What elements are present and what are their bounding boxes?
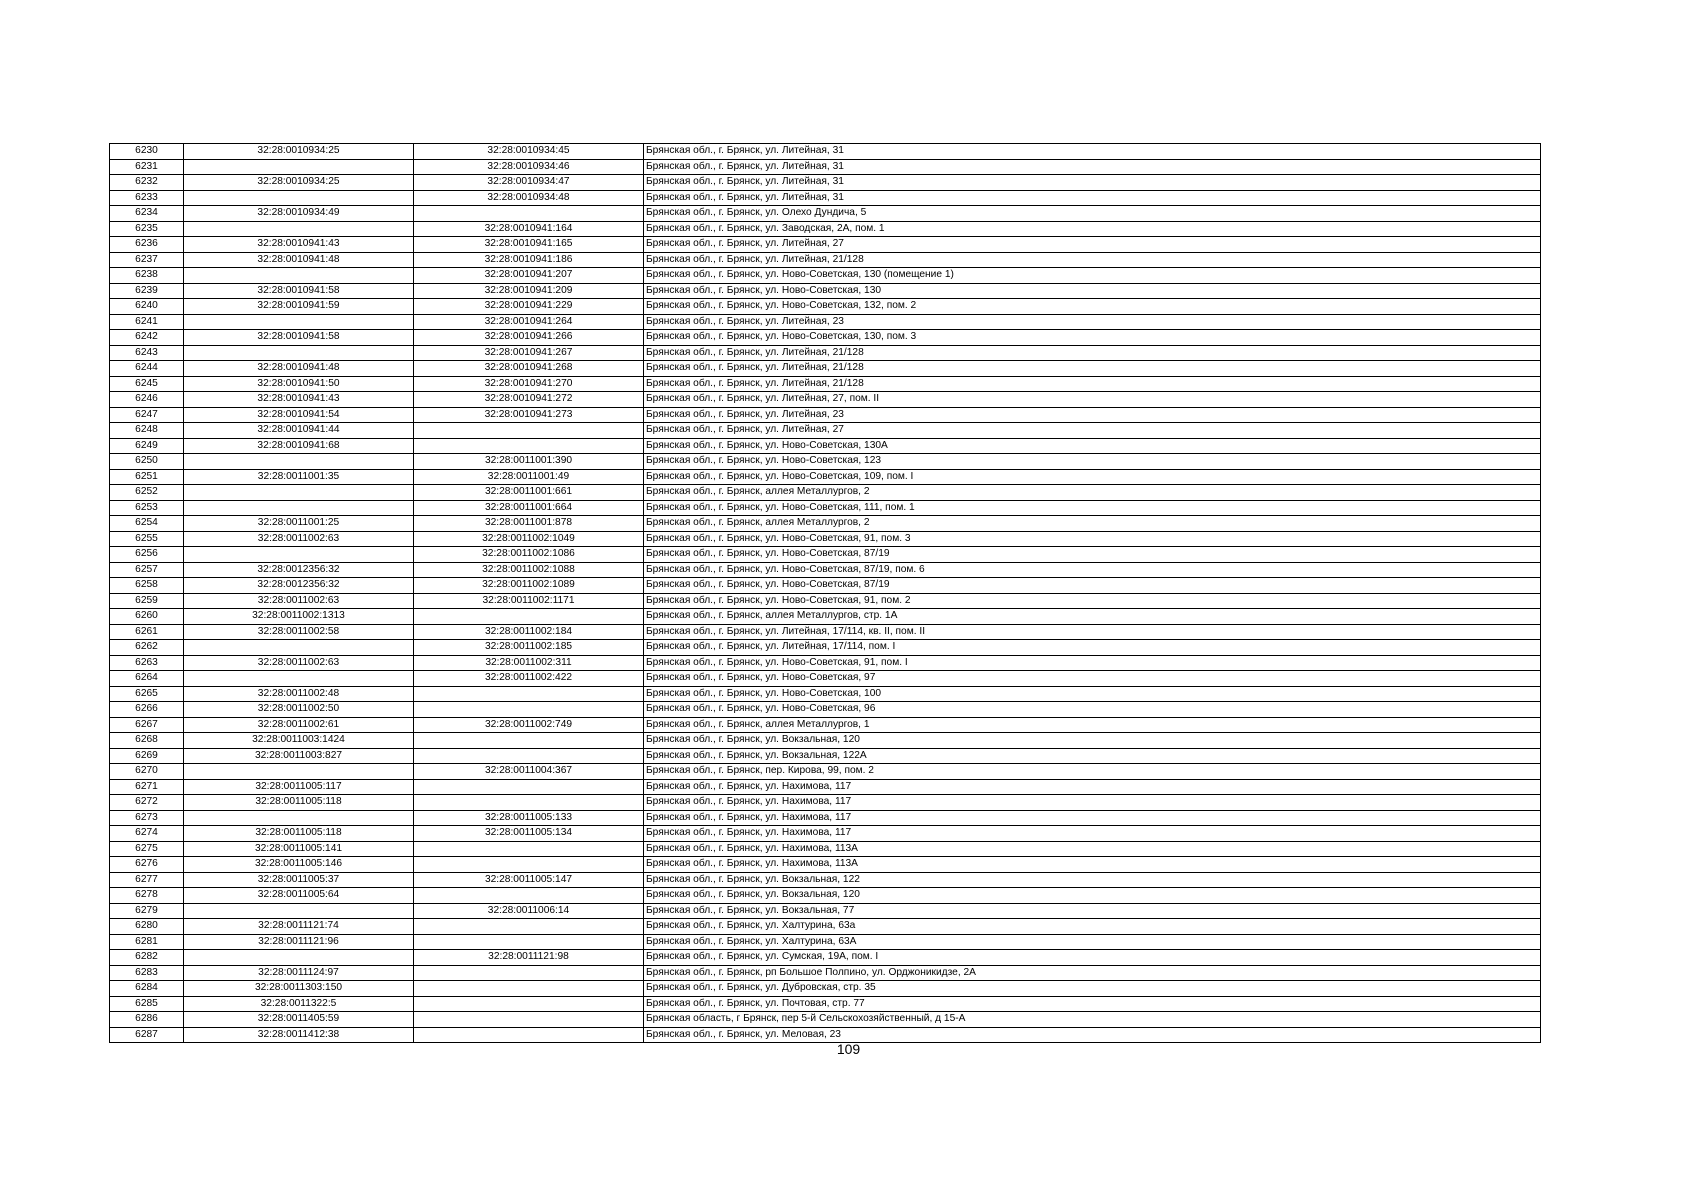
parent-cadastral-number-cell (184, 159, 414, 175)
cadastral-number-cell: 32:28:0011002:1089 (414, 578, 644, 594)
row-number-cell: 6265 (110, 686, 184, 702)
table-row (110, 578, 1541, 594)
address-cell: Брянская обл., г. Брянск, ул. Вокзальная, 120 (644, 888, 1541, 904)
address-cell: Брянская обл., г. Брянск, ул. Ново-Советская, 130 (644, 283, 1541, 299)
row-number-cell: 6263 (110, 655, 184, 671)
table-row (110, 190, 1541, 206)
table-row (110, 345, 1541, 361)
table-row (110, 392, 1541, 408)
cadastral-number-cell (414, 857, 644, 873)
parent-cadastral-number-cell: 32:28:0011001:35 (184, 469, 414, 485)
address-cell: Брянская обл., г. Брянск, ул. Нахимова, 113А (644, 841, 1541, 857)
address-cell: Брянская обл., г. Брянск, ул. Литейная, 31 (644, 175, 1541, 191)
cadastral-number-cell: 32:28:0011001:664 (414, 500, 644, 516)
row-number-cell: 6264 (110, 671, 184, 687)
row-number-cell: 6278 (110, 888, 184, 904)
address-cell: Брянская обл., г. Брянск, ул. Ново-Советская, 91, пом. I (644, 655, 1541, 671)
cadastral-number-cell (414, 965, 644, 981)
cadastral-number-cell: 32:28:0010941:207 (414, 268, 644, 284)
address-cell: Брянская обл., г. Брянск, ул. Литейная, 21/128 (644, 361, 1541, 377)
cadastral-number-cell: 32:28:0011001:878 (414, 516, 644, 532)
row-number-cell: 6255 (110, 531, 184, 547)
cadastral-number-cell: 32:28:0011121:98 (414, 950, 644, 966)
address-cell: Брянская обл., г. Брянск, ул. Литейная, 31 (644, 144, 1541, 160)
parent-cadastral-number-cell: 32:28:0011001:25 (184, 516, 414, 532)
table-row (110, 144, 1541, 160)
parent-cadastral-number-cell: 32:28:0011002:48 (184, 686, 414, 702)
parent-cadastral-number-cell: 32:28:0011005:64 (184, 888, 414, 904)
row-number-cell: 6237 (110, 252, 184, 268)
cadastral-number-cell: 32:28:0010934:47 (414, 175, 644, 191)
parent-cadastral-number-cell: 32:28:0010941:54 (184, 407, 414, 423)
cadastral-number-cell: 32:28:0010941:164 (414, 221, 644, 237)
address-cell: Брянская обл., г. Брянск, ул. Литейная, 23 (644, 407, 1541, 423)
cadastral-number-cell: 32:28:0010941:165 (414, 237, 644, 253)
address-cell: Брянская обл., г. Брянск, ул. Ново-Советская, 91, пом. 3 (644, 531, 1541, 547)
table-row (110, 934, 1541, 950)
cadastral-number-cell: 32:28:0010941:209 (414, 283, 644, 299)
address-cell: Брянская обл., г. Брянск, ул. Ново-Советская, 132, пом. 2 (644, 299, 1541, 315)
cadastral-number-cell (414, 733, 644, 749)
parent-cadastral-number-cell: 32:28:0010934:25 (184, 144, 414, 160)
row-number-cell: 6259 (110, 593, 184, 609)
table-row (110, 717, 1541, 733)
address-cell: Брянская обл., г. Брянск, ул. Ново-Советская, 123 (644, 454, 1541, 470)
row-number-cell: 6260 (110, 609, 184, 625)
table-row (110, 795, 1541, 811)
parent-cadastral-number-cell: 32:28:0011005:146 (184, 857, 414, 873)
row-number-cell: 6267 (110, 717, 184, 733)
row-number-cell: 6241 (110, 314, 184, 330)
table-row (110, 314, 1541, 330)
table-row (110, 407, 1541, 423)
table-row (110, 779, 1541, 795)
table-row (110, 888, 1541, 904)
table-row (110, 547, 1541, 563)
table-row (110, 996, 1541, 1012)
address-cell: Брянская обл., г. Брянск, ул. Нахимова, 117 (644, 779, 1541, 795)
address-cell: Брянская область, г Брянск, пер 5-й Сельскохозяйственный, д 15-А (644, 1012, 1541, 1028)
address-cell: Брянская обл., г. Брянск, ул. Заводская, 2А, пом. 1 (644, 221, 1541, 237)
row-number-cell: 6282 (110, 950, 184, 966)
cadastral-number-cell: 32:28:0011004:367 (414, 764, 644, 780)
address-cell: Брянская обл., г. Брянск, ул. Литейная, 31 (644, 159, 1541, 175)
cadastral-number-cell (414, 206, 644, 222)
row-number-cell: 6261 (110, 624, 184, 640)
parent-cadastral-number-cell: 32:28:0011005:117 (184, 779, 414, 795)
cadastral-number-cell: 32:28:0011002:311 (414, 655, 644, 671)
cadastral-number-cell: 32:28:0010941:267 (414, 345, 644, 361)
row-number-cell: 6277 (110, 872, 184, 888)
table-row (110, 252, 1541, 268)
address-cell: Брянская обл., г. Брянск, ул. Литейная, 21/128 (644, 345, 1541, 361)
address-cell: Брянская обл., г. Брянск, ул. Сумская, 19А, пом. I (644, 950, 1541, 966)
address-cell: Брянская обл., г. Брянск, ул. Вокзальная, 77 (644, 903, 1541, 919)
address-cell: Брянская обл., г. Брянск, ул. Ново-Советская, 91, пом. 2 (644, 593, 1541, 609)
address-cell: Брянская обл., г. Брянск, ул. Ново-Советская, 97 (644, 671, 1541, 687)
parent-cadastral-number-cell: 32:28:0011322:5 (184, 996, 414, 1012)
cadastral-number-cell: 32:28:0011001:390 (414, 454, 644, 470)
row-number-cell: 6253 (110, 500, 184, 516)
parent-cadastral-number-cell: 32:28:0010941:43 (184, 392, 414, 408)
address-cell: Брянская обл., г. Брянск, ул. Литейная, 17/114, пом. I (644, 640, 1541, 656)
address-cell: Брянская обл., г. Брянск, аллея Металлургов, стр. 1А (644, 609, 1541, 625)
table-row (110, 237, 1541, 253)
address-cell: Брянская обл., г. Брянск, ул. Ново-Советская, 100 (644, 686, 1541, 702)
cadastral-number-cell (414, 841, 644, 857)
cadastral-number-cell: 32:28:0011005:147 (414, 872, 644, 888)
cadastral-number-cell: 32:28:0010941:268 (414, 361, 644, 377)
row-number-cell: 6275 (110, 841, 184, 857)
table-row (110, 686, 1541, 702)
parent-cadastral-number-cell: 32:28:0011303:150 (184, 981, 414, 997)
row-number-cell: 6252 (110, 485, 184, 501)
address-cell: Брянская обл., г. Брянск, ул. Литейная, 27 (644, 237, 1541, 253)
row-number-cell: 6283 (110, 965, 184, 981)
row-number-cell: 6238 (110, 268, 184, 284)
cadastral-number-cell: 32:28:0011002:185 (414, 640, 644, 656)
row-number-cell: 6271 (110, 779, 184, 795)
registry-table-body (110, 144, 1541, 1043)
cadastral-number-cell: 32:28:0011002:422 (414, 671, 644, 687)
row-number-cell: 6285 (110, 996, 184, 1012)
parent-cadastral-number-cell: 32:28:0011005:118 (184, 795, 414, 811)
cadastral-number-cell (414, 686, 644, 702)
table-row (110, 283, 1541, 299)
table-row (110, 903, 1541, 919)
row-number-cell: 6248 (110, 423, 184, 439)
parent-cadastral-number-cell (184, 345, 414, 361)
parent-cadastral-number-cell (184, 671, 414, 687)
cadastral-number-cell (414, 996, 644, 1012)
parent-cadastral-number-cell: 32:28:0011002:63 (184, 655, 414, 671)
row-number-cell: 6272 (110, 795, 184, 811)
row-number-cell: 6242 (110, 330, 184, 346)
parent-cadastral-number-cell: 32:28:0010941:50 (184, 376, 414, 392)
address-cell: Брянская обл., г. Брянск, ул. Литейная, 17/114, кв. II, пом. II (644, 624, 1541, 640)
parent-cadastral-number-cell: 32:28:0011002:63 (184, 531, 414, 547)
cadastral-number-cell: 32:28:0010941:264 (414, 314, 644, 330)
row-number-cell: 6245 (110, 376, 184, 392)
parent-cadastral-number-cell: 32:28:0011002:63 (184, 593, 414, 609)
table-row (110, 361, 1541, 377)
parent-cadastral-number-cell (184, 810, 414, 826)
cadastral-number-cell: 32:28:0011002:184 (414, 624, 644, 640)
parent-cadastral-number-cell (184, 903, 414, 919)
parent-cadastral-number-cell: 32:28:0011412:38 (184, 1027, 414, 1043)
row-number-cell: 6250 (110, 454, 184, 470)
table-row (110, 500, 1541, 516)
table-row (110, 640, 1541, 656)
parent-cadastral-number-cell: 32:28:0011002:50 (184, 702, 414, 718)
parent-cadastral-number-cell: 32:28:0011405:59 (184, 1012, 414, 1028)
parent-cadastral-number-cell: 32:28:0011005:118 (184, 826, 414, 842)
row-number-cell: 6262 (110, 640, 184, 656)
cadastral-number-cell: 32:28:0010941:273 (414, 407, 644, 423)
parent-cadastral-number-cell: 32:28:0011003:1424 (184, 733, 414, 749)
cadastral-number-cell: 32:28:0010941:229 (414, 299, 644, 315)
cadastral-number-cell (414, 919, 644, 935)
cadastral-number-cell: 32:28:0011002:1049 (414, 531, 644, 547)
parent-cadastral-number-cell (184, 500, 414, 516)
parent-cadastral-number-cell (184, 268, 414, 284)
row-number-cell: 6230 (110, 144, 184, 160)
parent-cadastral-number-cell: 32:28:0012356:32 (184, 562, 414, 578)
parent-cadastral-number-cell: 32:28:0011002:61 (184, 717, 414, 733)
cadastral-number-cell (414, 981, 644, 997)
row-number-cell: 6268 (110, 733, 184, 749)
cadastral-number-cell: 32:28:0011005:134 (414, 826, 644, 842)
parent-cadastral-number-cell (184, 547, 414, 563)
address-cell: Брянская обл., г. Брянск, ул. Вокзальная, 120 (644, 733, 1541, 749)
row-number-cell: 6243 (110, 345, 184, 361)
table-row (110, 950, 1541, 966)
address-cell: Брянская обл., г. Брянск, ул. Почтовая, стр. 77 (644, 996, 1541, 1012)
table-row (110, 330, 1541, 346)
row-number-cell: 6280 (110, 919, 184, 935)
row-number-cell: 6258 (110, 578, 184, 594)
table-row (110, 438, 1541, 454)
parent-cadastral-number-cell: 32:28:0010941:43 (184, 237, 414, 253)
cadastral-number-cell (414, 934, 644, 950)
page-number: 109 (836, 1041, 861, 1057)
parent-cadastral-number-cell: 32:28:0010941:44 (184, 423, 414, 439)
parent-cadastral-number-cell: 32:28:0010941:68 (184, 438, 414, 454)
parent-cadastral-number-cell: 32:28:0010934:25 (184, 175, 414, 191)
table-row (110, 748, 1541, 764)
table-row (110, 423, 1541, 439)
parent-cadastral-number-cell: 32:28:0011121:96 (184, 934, 414, 950)
table-row (110, 981, 1541, 997)
table-row (110, 485, 1541, 501)
parent-cadastral-number-cell (184, 190, 414, 206)
cadastral-number-cell: 32:28:0010934:48 (414, 190, 644, 206)
table-row (110, 593, 1541, 609)
row-number-cell: 6281 (110, 934, 184, 950)
row-number-cell: 6279 (110, 903, 184, 919)
row-number-cell: 6256 (110, 547, 184, 563)
table-row (110, 671, 1541, 687)
row-number-cell: 6257 (110, 562, 184, 578)
parent-cadastral-number-cell: 32:28:0010941:58 (184, 330, 414, 346)
table-row (110, 206, 1541, 222)
row-number-cell: 6246 (110, 392, 184, 408)
cadastral-number-cell: 32:28:0010941:266 (414, 330, 644, 346)
table-row (110, 376, 1541, 392)
table-row (110, 810, 1541, 826)
table-row (110, 609, 1541, 625)
cadastral-number-cell (414, 748, 644, 764)
address-cell: Брянская обл., г. Брянск, ул. Ново-Советская, 87/19, пом. 6 (644, 562, 1541, 578)
table-row (110, 655, 1541, 671)
cadastral-number-cell: 32:28:0010941:186 (414, 252, 644, 268)
address-cell: Брянская обл., г. Брянск, ул. Ново-Советская, 96 (644, 702, 1541, 718)
parent-cadastral-number-cell (184, 640, 414, 656)
parent-cadastral-number-cell (184, 950, 414, 966)
table-row (110, 268, 1541, 284)
cadastral-number-cell: 32:28:0010934:45 (414, 144, 644, 160)
parent-cadastral-number-cell: 32:28:0011005:141 (184, 841, 414, 857)
cadastral-number-cell (414, 1012, 644, 1028)
table-row (110, 531, 1541, 547)
table-row (110, 516, 1541, 532)
table-row (110, 454, 1541, 470)
parent-cadastral-number-cell: 32:28:0010941:58 (184, 283, 414, 299)
address-cell: Брянская обл., г. Брянск, аллея Металлургов, 2 (644, 516, 1541, 532)
cadastral-number-cell: 32:28:0011001:661 (414, 485, 644, 501)
parent-cadastral-number-cell: 32:28:0011003:827 (184, 748, 414, 764)
table-row (110, 919, 1541, 935)
cadastral-number-cell: 32:28:0010941:270 (414, 376, 644, 392)
address-cell: Брянская обл., г. Брянск, ул. Ново-Советская, 130, пом. 3 (644, 330, 1541, 346)
address-cell: Брянская обл., г. Брянск, ул. Халтурина, 63А (644, 934, 1541, 950)
address-cell: Брянская обл., г. Брянск, ул. Литейная, 21/128 (644, 252, 1541, 268)
address-cell: Брянская обл., г. Брянск, ул. Нахимова, 117 (644, 826, 1541, 842)
table-row (110, 857, 1541, 873)
address-cell: Брянская обл., г. Брянск, ул. Литейная, 31 (644, 190, 1541, 206)
address-cell: Брянская обл., г. Брянск, ул. Ново-Советская, 130А (644, 438, 1541, 454)
address-cell: Брянская обл., г. Брянск, ул. Олехо Дундича, 5 (644, 206, 1541, 222)
table-row (110, 702, 1541, 718)
address-cell: Брянская обл., г. Брянск, ул. Ново-Советская, 109, пом. I (644, 469, 1541, 485)
parent-cadastral-number-cell: 32:28:0011002:58 (184, 624, 414, 640)
table-row (110, 221, 1541, 237)
cadastral-number-cell: 32:28:0011002:749 (414, 717, 644, 733)
row-number-cell: 6276 (110, 857, 184, 873)
table-row (110, 965, 1541, 981)
table-row (110, 826, 1541, 842)
row-number-cell: 6284 (110, 981, 184, 997)
row-number-cell: 6236 (110, 237, 184, 253)
table-row (110, 1012, 1541, 1028)
parent-cadastral-number-cell (184, 221, 414, 237)
cadastral-number-cell: 32:28:0011002:1088 (414, 562, 644, 578)
address-cell: Брянская обл., г. Брянск, ул. Вокзальная, 122 (644, 872, 1541, 888)
address-cell: Брянская обл., г. Брянск, ул. Литейная, 27 (644, 423, 1541, 439)
parent-cadastral-number-cell (184, 314, 414, 330)
cadastral-number-cell (414, 609, 644, 625)
table-row (110, 175, 1541, 191)
cadastral-number-cell (414, 779, 644, 795)
cadastral-number-cell (414, 702, 644, 718)
address-cell: Брянская обл., г. Брянск, ул. Дубровская, стр. 35 (644, 981, 1541, 997)
address-cell: Брянская обл., г. Брянск, аллея Металлургов, 2 (644, 485, 1541, 501)
cadastral-number-cell: 32:28:0011001:49 (414, 469, 644, 485)
row-number-cell: 6254 (110, 516, 184, 532)
row-number-cell: 6249 (110, 438, 184, 454)
address-cell: Брянская обл., г. Брянск, аллея Металлургов, 1 (644, 717, 1541, 733)
parent-cadastral-number-cell: 32:28:0011121:74 (184, 919, 414, 935)
cadastral-number-cell (414, 888, 644, 904)
parent-cadastral-number-cell: 32:28:0010941:48 (184, 252, 414, 268)
row-number-cell: 6234 (110, 206, 184, 222)
row-number-cell: 6269 (110, 748, 184, 764)
parent-cadastral-number-cell: 32:28:0012356:32 (184, 578, 414, 594)
row-number-cell: 6270 (110, 764, 184, 780)
row-number-cell: 6287 (110, 1027, 184, 1043)
cadastral-registry-table (109, 143, 1541, 1043)
parent-cadastral-number-cell: 32:28:0010934:49 (184, 206, 414, 222)
cadastral-number-cell: 32:28:0010941:272 (414, 392, 644, 408)
table-row (110, 733, 1541, 749)
cadastral-number-cell (414, 438, 644, 454)
table-row (110, 624, 1541, 640)
address-cell: Брянская обл., г. Брянск, ул. Халтурина, 63а (644, 919, 1541, 935)
cadastral-number-cell: 32:28:0010934:46 (414, 159, 644, 175)
address-cell: Брянская обл., г. Брянск, ул. Литейная, 21/128 (644, 376, 1541, 392)
table-row (110, 159, 1541, 175)
address-cell: Брянская обл., г. Брянск, ул. Вокзальная, 122А (644, 748, 1541, 764)
table-row (110, 764, 1541, 780)
cadastral-number-cell: 32:28:0011006:14 (414, 903, 644, 919)
row-number-cell: 6240 (110, 299, 184, 315)
table-row (110, 562, 1541, 578)
cadastral-number-cell: 32:28:0011002:1086 (414, 547, 644, 563)
address-cell: Брянская обл., г. Брянск, ул. Меловая, 23 (644, 1027, 1541, 1043)
row-number-cell: 6231 (110, 159, 184, 175)
address-cell: Брянская обл., г. Брянск, ул. Нахимова, 117 (644, 795, 1541, 811)
address-cell: Брянская обл., г. Брянск, ул. Ново-Советская, 130 (помещение 1) (644, 268, 1541, 284)
parent-cadastral-number-cell (184, 454, 414, 470)
parent-cadastral-number-cell (184, 485, 414, 501)
row-number-cell: 6232 (110, 175, 184, 191)
parent-cadastral-number-cell: 32:28:0011124:97 (184, 965, 414, 981)
row-number-cell: 6286 (110, 1012, 184, 1028)
cadastral-number-cell: 32:28:0011002:1171 (414, 593, 644, 609)
row-number-cell: 6239 (110, 283, 184, 299)
parent-cadastral-number-cell: 32:28:0010941:48 (184, 361, 414, 377)
row-number-cell: 6235 (110, 221, 184, 237)
address-cell: Брянская обл., г. Брянск, ул. Ново-Советская, 111, пом. 1 (644, 500, 1541, 516)
cadastral-number-cell (414, 423, 644, 439)
address-cell: Брянская обл., г. Брянск, ул. Литейная, 27, пом. II (644, 392, 1541, 408)
parent-cadastral-number-cell: 32:28:0011002:1313 (184, 609, 414, 625)
parent-cadastral-number-cell: 32:28:0010941:59 (184, 299, 414, 315)
address-cell: Брянская обл., г. Брянск, ул. Ново-Советская, 87/19 (644, 578, 1541, 594)
table-row (110, 299, 1541, 315)
address-cell: Брянская обл., г. Брянск, ул. Литейная, 23 (644, 314, 1541, 330)
row-number-cell: 6251 (110, 469, 184, 485)
cadastral-number-cell: 32:28:0011005:133 (414, 810, 644, 826)
address-cell: Брянская обл., г. Брянск, ул. Нахимова, 117 (644, 810, 1541, 826)
table-row (110, 872, 1541, 888)
row-number-cell: 6273 (110, 810, 184, 826)
table-row (110, 841, 1541, 857)
parent-cadastral-number-cell: 32:28:0011005:37 (184, 872, 414, 888)
address-cell: Брянская обл., г. Брянск, пер. Кирова, 99, пом. 2 (644, 764, 1541, 780)
cadastral-number-cell (414, 795, 644, 811)
row-number-cell: 6244 (110, 361, 184, 377)
parent-cadastral-number-cell (184, 764, 414, 780)
table-row (110, 469, 1541, 485)
row-number-cell: 6233 (110, 190, 184, 206)
row-number-cell: 6274 (110, 826, 184, 842)
address-cell: Брянская обл., г. Брянск, ул. Ново-Советская, 87/19 (644, 547, 1541, 563)
row-number-cell: 6266 (110, 702, 184, 718)
row-number-cell: 6247 (110, 407, 184, 423)
address-cell: Брянская обл., г. Брянск, рп Большое Полпино, ул. Орджоникидзе, 2А (644, 965, 1541, 981)
address-cell: Брянская обл., г. Брянск, ул. Нахимова, 113А (644, 857, 1541, 873)
